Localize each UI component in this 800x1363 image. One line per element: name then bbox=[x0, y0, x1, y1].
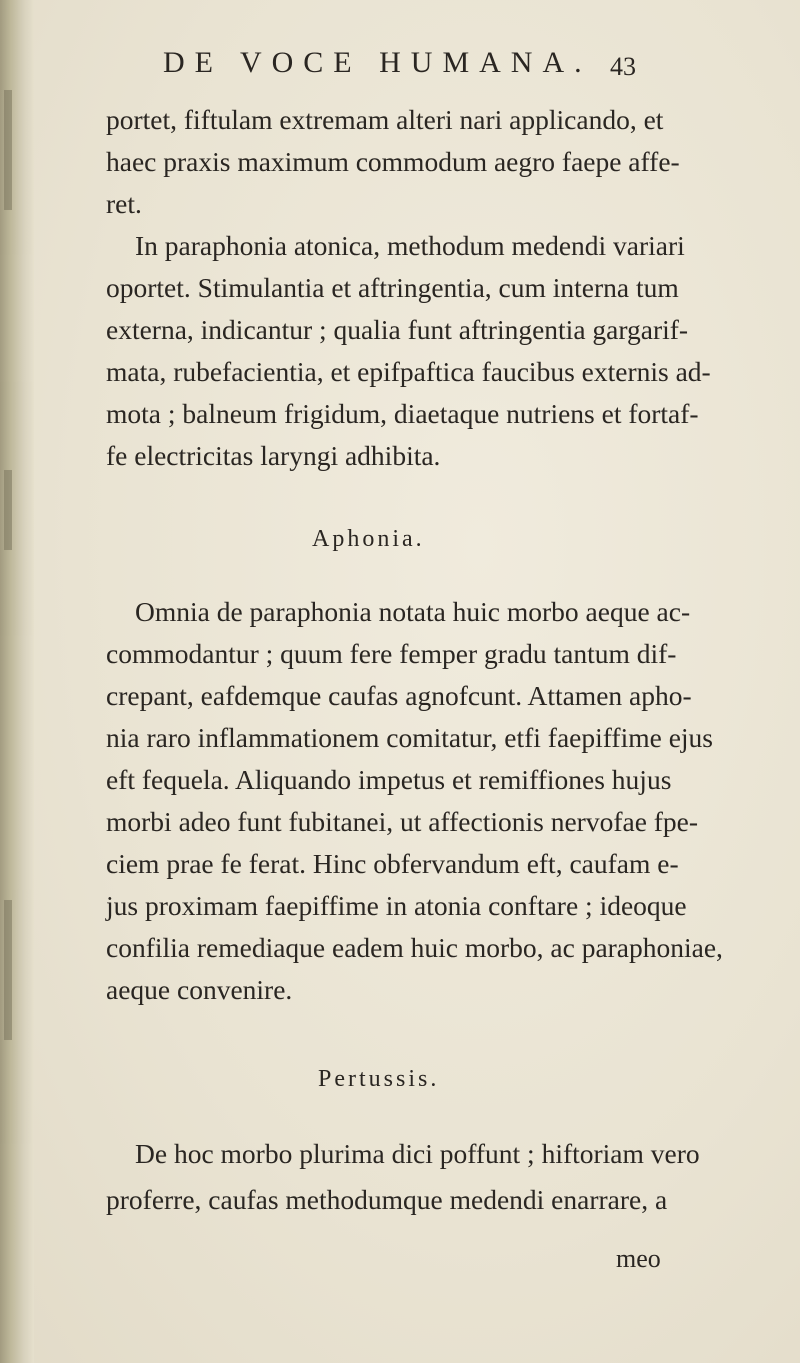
text-line: De hoc morbo plurima dici poffunt ; hiftoriam vero bbox=[135, 1138, 700, 1169]
text-line: proferre, caufas methodumque medendi enarrare, a bbox=[106, 1184, 668, 1215]
text-line: mota ; balneum frigidum, diaetaque nutriens et fortaf- bbox=[106, 398, 699, 429]
text-line: ciem prae fe ferat. Hinc obfervandum eft, caufam e- bbox=[106, 848, 679, 879]
gutter-stain bbox=[4, 90, 12, 210]
gutter-stain bbox=[4, 900, 12, 1040]
text-line: Omnia de paraphonia notata huic morbo aeque ac- bbox=[135, 596, 691, 627]
text-line: In paraphonia atonica, methodum medendi variari bbox=[135, 230, 685, 261]
text-line: eft fequela. Aliquando impetus et remiffiones hujus bbox=[106, 764, 672, 795]
section-heading: Pertussis. bbox=[318, 1066, 440, 1092]
text-line: aeque convenire. bbox=[106, 974, 293, 1005]
section-heading: Aphonia. bbox=[312, 526, 425, 552]
text-line: externa, indicantur ; qualia funt aftringentia gargarif- bbox=[106, 314, 689, 345]
text-line: oportet. Stimulantia et aftringentia, cum interna tum bbox=[106, 272, 679, 303]
text-line: fe electricitas laryngi adhibita. bbox=[106, 440, 441, 471]
text-line: haec praxis maximum commodum aegro faepe affe- bbox=[106, 146, 680, 177]
text-line: ret. bbox=[106, 188, 142, 219]
catchword: meo bbox=[616, 1244, 661, 1273]
text-line: commodantur ; quum fere femper gradu tantum dif- bbox=[106, 638, 677, 669]
gutter-stain bbox=[4, 470, 12, 550]
page-gutter-shadow bbox=[0, 0, 34, 1363]
running-title: DE VOCE HUMANA. bbox=[163, 46, 592, 79]
text-line: confilia remediaque eadem huic morbo, ac paraphoniae, bbox=[106, 932, 723, 963]
text-line: morbi adeo funt fubitanei, ut affectionis nervofae fpe- bbox=[106, 806, 699, 837]
text-line: portet, fiftulam extremam alteri nari applicando, et bbox=[106, 104, 664, 135]
text-line: crepant, eafdemque caufas agnofcunt. Attamen apho- bbox=[106, 680, 692, 711]
page-number: 43 bbox=[610, 52, 636, 81]
text-line: mata, rubefacientia, et epifpaftica faucibus externis ad- bbox=[106, 356, 711, 387]
running-header bbox=[0, 46, 800, 86]
text-line: jus proximam faepiffime in atonia conftare ; ideoque bbox=[106, 890, 687, 921]
text-line: nia raro inflammationem comitatur, etfi faepiffime ejus bbox=[106, 722, 713, 753]
